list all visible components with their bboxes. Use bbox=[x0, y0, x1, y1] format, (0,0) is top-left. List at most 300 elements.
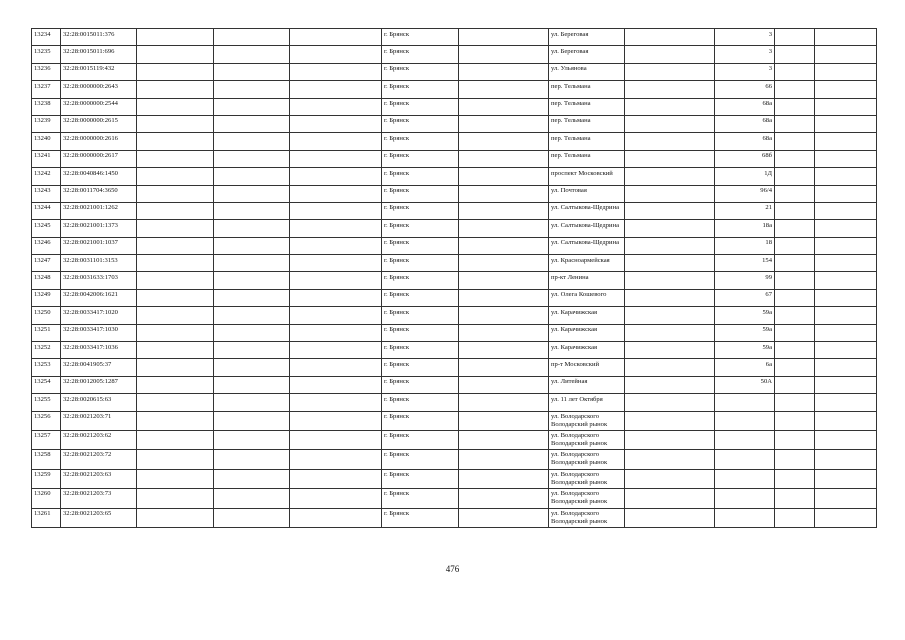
street-line: ул. Володарского bbox=[551, 412, 600, 420]
city-cell: г. Брянск bbox=[382, 359, 459, 376]
cadastral-number-cell: 32:28:0000000:2544 bbox=[61, 98, 137, 115]
city-cell: г. Брянск bbox=[382, 115, 459, 132]
empty-cell bbox=[625, 469, 715, 488]
table-row bbox=[32, 46, 877, 63]
street-cell bbox=[549, 307, 625, 324]
city-cell: г. Брянск bbox=[382, 133, 459, 150]
street-cell bbox=[549, 394, 625, 411]
record-number-cell: 13242 bbox=[32, 168, 61, 185]
cadastral-number-cell: 32:28:0012005:1287 bbox=[61, 376, 137, 393]
empty-cell bbox=[137, 376, 214, 393]
street-cell bbox=[549, 150, 625, 167]
empty-cell bbox=[625, 489, 715, 508]
city-cell: г. Брянск bbox=[382, 411, 459, 430]
empty-cell bbox=[137, 237, 214, 254]
empty-cell bbox=[775, 394, 815, 411]
empty-cell bbox=[459, 430, 549, 449]
empty-cell bbox=[459, 237, 549, 254]
empty-cell bbox=[815, 430, 877, 449]
empty-cell bbox=[214, 359, 290, 376]
empty-cell bbox=[290, 63, 382, 80]
empty-cell bbox=[775, 289, 815, 306]
table-row bbox=[32, 237, 877, 254]
empty-cell bbox=[214, 185, 290, 202]
empty-cell bbox=[459, 394, 549, 411]
street-cell bbox=[549, 168, 625, 185]
record-number-cell: 13260 bbox=[32, 489, 61, 508]
empty-cell bbox=[775, 168, 815, 185]
empty-cell bbox=[775, 133, 815, 150]
house-number-cell: 68а bbox=[715, 115, 775, 132]
empty-cell bbox=[214, 394, 290, 411]
house-number-cell: 59а bbox=[715, 342, 775, 359]
street-line: ул. Салтыкова-Щедрина bbox=[551, 204, 620, 212]
street-line: пер. Тельмана bbox=[551, 117, 591, 125]
record-number-cell: 13248 bbox=[32, 272, 61, 289]
empty-cell bbox=[137, 133, 214, 150]
empty-cell bbox=[775, 450, 815, 469]
empty-cell bbox=[137, 430, 214, 449]
table-row bbox=[32, 508, 877, 527]
empty-cell bbox=[290, 394, 382, 411]
house-number-cell: 1Д bbox=[715, 168, 775, 185]
empty-cell bbox=[137, 29, 214, 46]
cadastral-number-cell: 32:28:0031633:1703 bbox=[61, 272, 137, 289]
house-number-cell bbox=[715, 430, 775, 449]
empty-cell bbox=[815, 411, 877, 430]
record-number-cell: 13261 bbox=[32, 508, 61, 527]
table-row bbox=[32, 394, 877, 411]
street-line: ул. Олега Кошевого bbox=[551, 291, 607, 299]
empty-cell bbox=[214, 168, 290, 185]
table-row bbox=[32, 489, 877, 508]
empty-cell bbox=[459, 150, 549, 167]
empty-cell bbox=[290, 489, 382, 508]
street-line: пер. Тельмана bbox=[551, 134, 591, 142]
empty-cell bbox=[290, 202, 382, 219]
empty-cell bbox=[137, 98, 214, 115]
street-line: пр-кт Ленина bbox=[551, 273, 589, 281]
cadastral-number-cell: 32:28:0021001:1262 bbox=[61, 202, 137, 219]
city-cell: г. Брянск bbox=[382, 469, 459, 488]
empty-cell bbox=[137, 489, 214, 508]
empty-cell bbox=[815, 469, 877, 488]
street-line: пер. Тельмана bbox=[551, 152, 591, 160]
empty-cell bbox=[625, 411, 715, 430]
city-cell: г. Брянск bbox=[382, 46, 459, 63]
cadastral-number-cell: 32:28:0021001:1373 bbox=[61, 220, 137, 237]
street-line: ул. Володарского bbox=[551, 490, 600, 498]
house-number-cell bbox=[715, 489, 775, 508]
empty-cell bbox=[815, 63, 877, 80]
street-cell bbox=[549, 81, 625, 98]
table-row bbox=[32, 411, 877, 430]
record-number-cell: 13237 bbox=[32, 81, 61, 98]
street-line: ул. Володарского bbox=[551, 451, 600, 459]
empty-cell bbox=[775, 29, 815, 46]
table-row bbox=[32, 376, 877, 393]
empty-cell bbox=[137, 342, 214, 359]
street-line: ул. Береговая bbox=[551, 47, 589, 55]
record-number-cell: 13241 bbox=[32, 150, 61, 167]
house-number-cell: 96/4 bbox=[715, 185, 775, 202]
empty-cell bbox=[815, 81, 877, 98]
empty-cell bbox=[459, 202, 549, 219]
empty-cell bbox=[815, 115, 877, 132]
empty-cell bbox=[214, 115, 290, 132]
house-number-cell bbox=[715, 394, 775, 411]
empty-cell bbox=[625, 255, 715, 272]
street-line: ул. Володарского bbox=[551, 431, 600, 439]
registry-sheet bbox=[31, 28, 876, 528]
empty-cell bbox=[815, 450, 877, 469]
empty-cell bbox=[290, 185, 382, 202]
empty-cell bbox=[214, 411, 290, 430]
table-row bbox=[32, 202, 877, 219]
empty-cell bbox=[775, 469, 815, 488]
empty-cell bbox=[459, 98, 549, 115]
page-number: 476 bbox=[445, 564, 460, 574]
empty-cell bbox=[290, 46, 382, 63]
table-row bbox=[32, 220, 877, 237]
table-row bbox=[32, 150, 877, 167]
empty-cell bbox=[775, 98, 815, 115]
empty-cell bbox=[290, 376, 382, 393]
empty-cell bbox=[290, 272, 382, 289]
house-number-cell bbox=[715, 469, 775, 488]
empty-cell bbox=[214, 430, 290, 449]
cadastral-number-cell: 32:28:0041905:37 bbox=[61, 359, 137, 376]
house-number-cell: 59а bbox=[715, 307, 775, 324]
empty-cell bbox=[137, 359, 214, 376]
empty-cell bbox=[137, 150, 214, 167]
empty-cell bbox=[625, 220, 715, 237]
empty-cell bbox=[459, 307, 549, 324]
empty-cell bbox=[290, 342, 382, 359]
house-number-cell bbox=[715, 508, 775, 527]
street-line: Володарский рынок bbox=[551, 420, 608, 428]
table-row bbox=[32, 29, 877, 46]
cadastral-number-cell: 32:28:0031101:3153 bbox=[61, 255, 137, 272]
street-line: Володарский рынок bbox=[551, 478, 608, 486]
house-number-cell: 3 bbox=[715, 29, 775, 46]
empty-cell bbox=[214, 489, 290, 508]
empty-cell bbox=[459, 46, 549, 63]
empty-cell bbox=[815, 220, 877, 237]
empty-cell bbox=[459, 185, 549, 202]
street-cell bbox=[549, 289, 625, 306]
empty-cell bbox=[290, 133, 382, 150]
empty-cell bbox=[290, 469, 382, 488]
empty-cell bbox=[815, 508, 877, 527]
table-row bbox=[32, 342, 877, 359]
registry-table bbox=[31, 28, 877, 528]
house-number-cell: 68а bbox=[715, 98, 775, 115]
house-number-cell: 68а bbox=[715, 133, 775, 150]
empty-cell bbox=[290, 307, 382, 324]
empty-cell bbox=[775, 489, 815, 508]
house-number-cell: 50А bbox=[715, 376, 775, 393]
empty-cell bbox=[625, 508, 715, 527]
cadastral-number-cell: 32:28:0021203:65 bbox=[61, 508, 137, 527]
street-line: ул. Салтыкова-Щедрина bbox=[551, 221, 620, 229]
empty-cell bbox=[137, 46, 214, 63]
empty-cell bbox=[214, 307, 290, 324]
empty-cell bbox=[625, 376, 715, 393]
empty-cell bbox=[214, 150, 290, 167]
empty-cell bbox=[290, 411, 382, 430]
empty-cell bbox=[625, 307, 715, 324]
street-cell bbox=[549, 469, 625, 488]
empty-cell bbox=[815, 376, 877, 393]
cadastral-number-cell: 32:28:0000000:2617 bbox=[61, 150, 137, 167]
empty-cell bbox=[775, 220, 815, 237]
empty-cell bbox=[137, 220, 214, 237]
record-number-cell: 13256 bbox=[32, 411, 61, 430]
house-number-cell: 18а bbox=[715, 220, 775, 237]
city-cell: г. Брянск bbox=[382, 307, 459, 324]
empty-cell bbox=[290, 508, 382, 527]
empty-cell bbox=[214, 508, 290, 527]
empty-cell bbox=[775, 359, 815, 376]
record-number-cell: 13249 bbox=[32, 289, 61, 306]
house-number-cell bbox=[715, 450, 775, 469]
street-cell bbox=[549, 115, 625, 132]
empty-cell bbox=[625, 185, 715, 202]
empty-cell bbox=[459, 133, 549, 150]
city-cell: г. Брянск bbox=[382, 289, 459, 306]
empty-cell bbox=[137, 202, 214, 219]
empty-cell bbox=[290, 255, 382, 272]
empty-cell bbox=[290, 98, 382, 115]
empty-cell bbox=[137, 469, 214, 488]
record-number-cell: 13247 bbox=[32, 255, 61, 272]
empty-cell bbox=[815, 289, 877, 306]
record-number-cell: 13243 bbox=[32, 185, 61, 202]
record-number-cell: 13240 bbox=[32, 133, 61, 150]
empty-cell bbox=[459, 255, 549, 272]
empty-cell bbox=[815, 29, 877, 46]
city-cell: г. Брянск bbox=[382, 98, 459, 115]
city-cell: г. Брянск bbox=[382, 430, 459, 449]
street-cell bbox=[549, 46, 625, 63]
street-cell bbox=[549, 508, 625, 527]
cadastral-number-cell: 32:28:0011704:3650 bbox=[61, 185, 137, 202]
city-cell: г. Брянск bbox=[382, 168, 459, 185]
street-cell bbox=[549, 376, 625, 393]
empty-cell bbox=[459, 272, 549, 289]
empty-cell bbox=[137, 168, 214, 185]
house-number-cell: 68б bbox=[715, 150, 775, 167]
empty-cell bbox=[214, 342, 290, 359]
city-cell: г. Брянск bbox=[382, 508, 459, 527]
empty-cell bbox=[775, 202, 815, 219]
empty-cell bbox=[625, 63, 715, 80]
street-line: ул. Карачижская bbox=[551, 343, 598, 351]
street-cell bbox=[549, 63, 625, 80]
house-number-cell: 3 bbox=[715, 63, 775, 80]
empty-cell bbox=[137, 255, 214, 272]
empty-cell bbox=[459, 508, 549, 527]
record-number-cell: 13255 bbox=[32, 394, 61, 411]
empty-cell bbox=[214, 133, 290, 150]
record-number-cell: 13250 bbox=[32, 307, 61, 324]
empty-cell bbox=[775, 376, 815, 393]
table-row bbox=[32, 359, 877, 376]
empty-cell bbox=[775, 185, 815, 202]
empty-cell bbox=[459, 168, 549, 185]
cadastral-number-cell: 32:28:0015119:432 bbox=[61, 63, 137, 80]
empty-cell bbox=[775, 81, 815, 98]
street-line: ул. Ульянова bbox=[551, 65, 587, 73]
city-cell: г. Брянск bbox=[382, 272, 459, 289]
record-number-cell: 13245 bbox=[32, 220, 61, 237]
empty-cell bbox=[214, 29, 290, 46]
city-cell: г. Брянск bbox=[382, 255, 459, 272]
empty-cell bbox=[214, 220, 290, 237]
empty-cell bbox=[459, 450, 549, 469]
cadastral-number-cell: 32:28:0021203:62 bbox=[61, 430, 137, 449]
empty-cell bbox=[815, 255, 877, 272]
street-cell bbox=[549, 359, 625, 376]
city-cell: г. Брянск bbox=[382, 489, 459, 508]
empty-cell bbox=[625, 324, 715, 341]
city-cell: г. Брянск bbox=[382, 450, 459, 469]
street-line: Володарский рынок bbox=[551, 439, 608, 447]
table-row bbox=[32, 255, 877, 272]
empty-cell bbox=[214, 46, 290, 63]
table-row bbox=[32, 185, 877, 202]
cadastral-number-cell: 32:28:0020615:63 bbox=[61, 394, 137, 411]
house-number-cell: 154 bbox=[715, 255, 775, 272]
cadastral-number-cell: 32:28:0021203:72 bbox=[61, 450, 137, 469]
empty-cell bbox=[459, 324, 549, 341]
table-row bbox=[32, 307, 877, 324]
empty-cell bbox=[214, 237, 290, 254]
empty-cell bbox=[815, 394, 877, 411]
street-cell bbox=[549, 29, 625, 46]
empty-cell bbox=[459, 63, 549, 80]
city-cell: г. Брянск bbox=[382, 29, 459, 46]
empty-cell bbox=[459, 342, 549, 359]
street-line: ул. Володарского bbox=[551, 470, 600, 478]
empty-cell bbox=[775, 255, 815, 272]
empty-cell bbox=[290, 430, 382, 449]
empty-cell bbox=[815, 272, 877, 289]
table-row bbox=[32, 469, 877, 488]
table-row bbox=[32, 272, 877, 289]
empty-cell bbox=[625, 98, 715, 115]
cadastral-number-cell: 32:28:0021203:73 bbox=[61, 489, 137, 508]
empty-cell bbox=[290, 450, 382, 469]
record-number-cell: 13234 bbox=[32, 29, 61, 46]
city-cell: г. Брянск bbox=[382, 324, 459, 341]
cadastral-number-cell: 32:28:0015011:376 bbox=[61, 29, 137, 46]
empty-cell bbox=[815, 185, 877, 202]
record-number-cell: 13258 bbox=[32, 450, 61, 469]
table-row bbox=[32, 81, 877, 98]
empty-cell bbox=[137, 394, 214, 411]
street-cell bbox=[549, 133, 625, 150]
table-row bbox=[32, 133, 877, 150]
street-cell bbox=[549, 450, 625, 469]
cadastral-number-cell: 32:28:0033417:1020 bbox=[61, 307, 137, 324]
street-cell bbox=[549, 202, 625, 219]
empty-cell bbox=[137, 115, 214, 132]
empty-cell bbox=[775, 324, 815, 341]
empty-cell bbox=[459, 81, 549, 98]
empty-cell bbox=[625, 237, 715, 254]
empty-cell bbox=[775, 237, 815, 254]
empty-cell bbox=[625, 115, 715, 132]
street-line: ул. Карачижская bbox=[551, 308, 598, 316]
record-number-cell: 13235 bbox=[32, 46, 61, 63]
street-cell bbox=[549, 489, 625, 508]
empty-cell bbox=[137, 307, 214, 324]
empty-cell bbox=[815, 168, 877, 185]
street-cell bbox=[549, 324, 625, 341]
empty-cell bbox=[815, 324, 877, 341]
empty-cell bbox=[214, 81, 290, 98]
empty-cell bbox=[625, 46, 715, 63]
empty-cell bbox=[775, 46, 815, 63]
city-cell: г. Брянск bbox=[382, 150, 459, 167]
street-cell bbox=[549, 342, 625, 359]
empty-cell bbox=[290, 168, 382, 185]
empty-cell bbox=[625, 430, 715, 449]
street-line: ул. Володарского bbox=[551, 509, 600, 517]
record-number-cell: 13253 bbox=[32, 359, 61, 376]
street-line: ул. Почтовая bbox=[551, 187, 587, 195]
street-line: Володарский рынок bbox=[551, 459, 608, 467]
empty-cell bbox=[815, 237, 877, 254]
empty-cell bbox=[815, 46, 877, 63]
empty-cell bbox=[625, 81, 715, 98]
empty-cell bbox=[137, 289, 214, 306]
street-line: пр-т Московский bbox=[551, 360, 600, 368]
table-row bbox=[32, 430, 877, 449]
empty-cell bbox=[625, 133, 715, 150]
empty-cell bbox=[775, 150, 815, 167]
house-number-cell: 6а bbox=[715, 359, 775, 376]
street-cell bbox=[549, 430, 625, 449]
empty-cell bbox=[137, 272, 214, 289]
empty-cell bbox=[290, 29, 382, 46]
city-cell: г. Брянск bbox=[382, 220, 459, 237]
empty-cell bbox=[775, 430, 815, 449]
house-number-cell: 18 bbox=[715, 237, 775, 254]
house-number-cell: 99 bbox=[715, 272, 775, 289]
cadastral-number-cell: 32:28:0033417:1036 bbox=[61, 342, 137, 359]
empty-cell bbox=[775, 508, 815, 527]
table-row bbox=[32, 98, 877, 115]
empty-cell bbox=[214, 324, 290, 341]
street-line: ул. Береговая bbox=[551, 30, 589, 38]
empty-cell bbox=[137, 185, 214, 202]
empty-cell bbox=[137, 81, 214, 98]
street-cell bbox=[549, 272, 625, 289]
street-line: Володарский рынок bbox=[551, 498, 608, 506]
street-line: ул. Литейная bbox=[551, 378, 588, 386]
street-cell bbox=[549, 411, 625, 430]
empty-cell bbox=[137, 508, 214, 527]
empty-cell bbox=[137, 324, 214, 341]
empty-cell bbox=[625, 272, 715, 289]
cadastral-number-cell: 32:28:0042006:1621 bbox=[61, 289, 137, 306]
empty-cell bbox=[214, 272, 290, 289]
city-cell: г. Брянск bbox=[382, 185, 459, 202]
house-number-cell bbox=[715, 411, 775, 430]
